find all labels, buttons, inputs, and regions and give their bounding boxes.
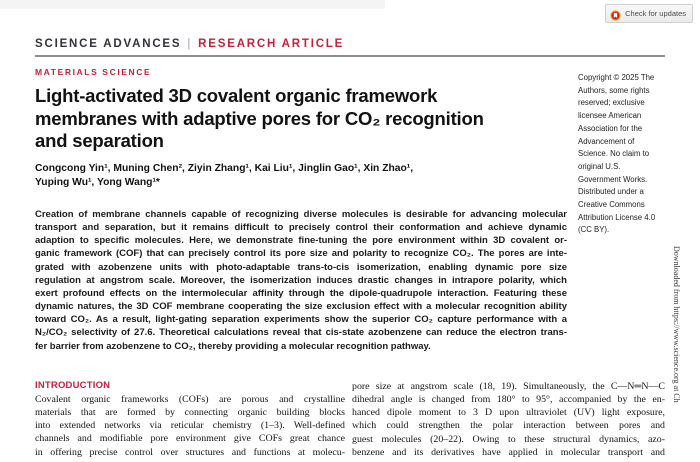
copyright-line: Attribution License 4.0: [578, 212, 656, 222]
copyright-line: (CC BY).: [578, 225, 610, 235]
copyright-notice: [578, 72, 673, 237]
body-text-line: into extended networks via reticular chemistry (1–3). Well-defined: [35, 420, 345, 432]
body-text-line: materials that are formed by connecting organic building blocks: [35, 407, 345, 419]
body-text-line: guest molecules (20–22). Owing to these structural dynamics, azo-: [352, 433, 665, 445]
abstract-line: grated with azobenzene units with photo-adaptable trans-to-cis isomerization, enabling dynamic pore size: [35, 261, 567, 273]
abstract: [35, 208, 567, 353]
body-text-line: which could strengthen the polar interaction between pores and: [352, 420, 665, 432]
abstract-line: ganic framework (COF) that can precisely control its pore size and polarity to recognize CO₂. The pores are inte-: [35, 248, 567, 260]
copyright-line: Advancement of: [578, 136, 635, 146]
crossmark-icon: [610, 8, 621, 19]
copyright-line: Association for the: [578, 123, 643, 133]
copyright-line: reserved; exclusive: [578, 98, 645, 108]
abstract-line: adaption to specific molecules. Here, we demonstrate fine-tuning the pore environment within 3D covalent or-: [35, 235, 567, 247]
body-text-line: hanced dipole moment to 3 D upon ultraviolet (UV) light exposure,: [352, 407, 665, 419]
title-line: membranes with adaptive pores for CO₂ recognition: [35, 107, 484, 129]
masthead-rule: [35, 55, 665, 57]
copyright-line: original U.S.: [578, 161, 621, 171]
introduction-heading: INTRODUCTION: [35, 380, 111, 391]
title-line: Light-activated 3D covalent organic framework: [35, 85, 438, 106]
section-label: MATERIALS SCIENCE: [35, 67, 152, 77]
check-for-updates-button[interactable]: [605, 4, 693, 23]
masthead-separator: |: [187, 38, 193, 50]
body-text-line: Covalent organic frameworks (COFs) are porous and crystalline: [35, 394, 345, 405]
body-text-line: benzene and its derivatives have applied in molecular transport and: [352, 446, 665, 458]
journal-name: SCIENCE ADVANCES: [35, 38, 182, 50]
copyright-line: Creative Commons: [578, 200, 645, 210]
abstract-line: N₂/CO₂ selectivity of 27.6. Theoretical calculations reveal that cis-state azobenzene can reduce the electron trans-: [35, 327, 567, 339]
copyright-line: licensee American: [578, 111, 642, 121]
abstract-line: Creation of membrane channels capable of recognizing diverse molecules is desirable for advancing molecular: [35, 209, 567, 220]
introduction-left-column: [35, 393, 345, 459]
introduction-right-column: [352, 380, 665, 459]
author-list: [35, 162, 413, 189]
article-title: [35, 85, 484, 153]
abstract-line: regulation at angstrom scale. Moreover, the isomerization induces drastic changes in intrapore polarity, which: [35, 274, 567, 286]
body-text-line: pore size at angstrom scale (18, 19). Simultaneously, the C—N═N—C: [352, 381, 665, 392]
abstract-line: exert profound effects on the intermolecular affinity through the dipole-quadrupole interaction. Featuring these: [35, 287, 567, 299]
body-text-line: in offering precise control over structures and functions at molecu-: [35, 446, 345, 458]
masthead: [35, 38, 344, 50]
author-line: Yuping Wu¹, Yong Wang¹*: [35, 176, 160, 188]
copyright-line: Authors, some rights: [578, 85, 650, 95]
title-line: and separation: [35, 130, 164, 151]
check-for-updates-label: Check for updates: [625, 9, 686, 18]
body-text-line: dihedral angle is changed from 180° to 95°, accompanied by the en-: [352, 394, 665, 406]
copyright-line: Distributed under a: [578, 187, 644, 197]
abstract-line: dynamic natures, the 3D COF membrane cooperating the size exclusion effect with a molecular recognition ability: [35, 301, 567, 313]
abstract-line: fer barrier from azobenzene to CO₂, thereby providing a molecular recognition pathway.: [35, 340, 431, 352]
page-edge-artifact: [0, 0, 385, 9]
abstract-line: toward CO₂. As a result, light-gating separation experiments show the superior CO₂ capture performance with a: [35, 314, 567, 326]
article-type-label: RESEARCH ARTICLE: [198, 38, 345, 50]
body-text-line: channels and modifiable pore environment give COFs great chance: [35, 433, 345, 445]
copyright-line: Copyright © 2025 The: [578, 73, 655, 82]
copyright-line: Government Works.: [578, 174, 648, 184]
author-line: Congcong Yin¹, Muning Chen², Ziyin Zhang¹, Kai Liu¹, Jinglin Gao¹, Xin Zhao¹,: [35, 163, 414, 174]
download-watermark: Downloaded from https://www.science.org at Ch: [672, 246, 681, 403]
abstract-line: transport and separation, but it remains difficult to precisely control their conformation and achieve dynamic: [35, 222, 567, 234]
copyright-line: Science. No claim to: [578, 149, 650, 159]
